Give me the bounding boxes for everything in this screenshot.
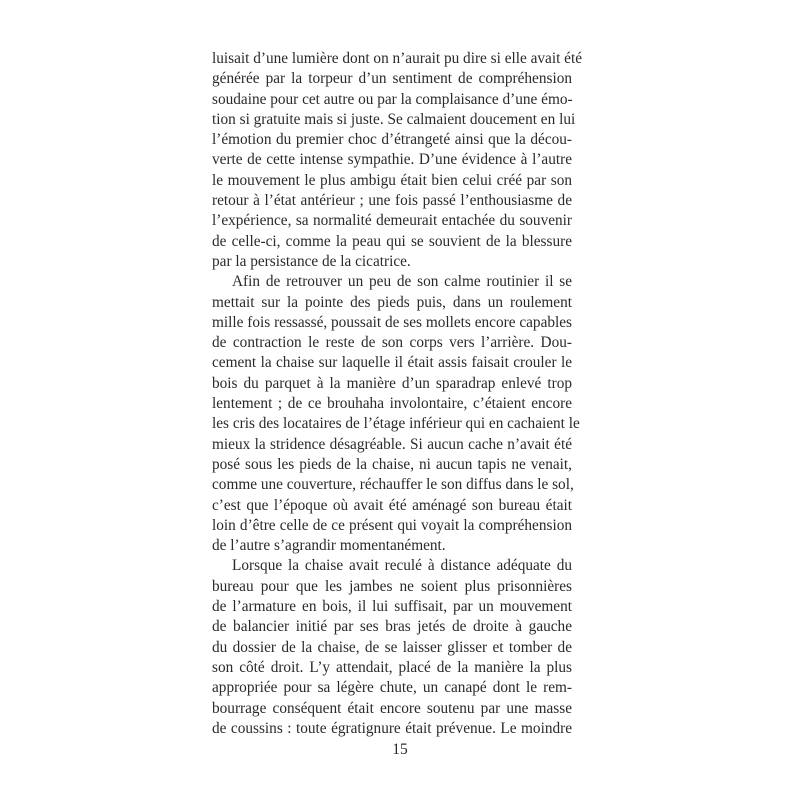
text-line: du dossier de la chaise, de se laisser glisser et tomber de xyxy=(212,638,572,656)
text-line: l’expérience, sa normalité demeurait entachée du souvenir xyxy=(212,212,572,230)
text-line: soudaine pour cet autre ou par la complaisance d’une émo- xyxy=(212,90,573,108)
text-line: Afin de retrouver un peu de son calme routinier il se xyxy=(232,273,572,291)
text-line: appropriée pour sa légère chute, un canapé dont le rem- xyxy=(212,679,572,697)
text-line: son côté droit. L’y attendait, placé de la manière la plus xyxy=(212,658,572,676)
text-line: les cris des locataires de l’étage inférieur qui en cachaient le xyxy=(212,415,580,433)
text-line: lentement ; de ce brouhaha involontaire, c’étaient encore xyxy=(212,395,572,413)
text-line: posé sous les pieds de la chaise, ni aucun tapis ne venait, xyxy=(212,455,572,473)
text-line: par la persistance de la cicatrice. xyxy=(212,252,411,270)
text-line: de coussins : toute égratignure était prévenue. Le moindre xyxy=(212,719,572,737)
paragraph xyxy=(212,49,582,272)
body-text xyxy=(212,49,582,739)
text-line: mieux la stridence désagréable. Si aucun cache n’avait été xyxy=(212,435,572,453)
paragraph xyxy=(212,272,580,556)
text-line: de l’armature en bois, il lui suffisait, par un mouvement xyxy=(212,598,572,616)
text-line: luisait d’une lumière dont on n’aurait pu dire si elle avait été xyxy=(212,50,582,67)
text-line: tion si gratuite mais si juste. Se calmaient doucement en lui xyxy=(212,110,576,128)
text-line: bourrage conséquent était encore soutenu par une masse xyxy=(212,699,572,717)
text-line: de balancier initié par ses bras jetés de droite à gauche xyxy=(212,618,572,636)
text-line: de contraction le reste de son corps vers l’arrière. Dou- xyxy=(212,334,572,352)
text-line: le mouvement le plus ambigu était bien celui créé par son xyxy=(212,171,572,189)
text-line: mille fois ressassé, poussait de ses mollets encore capables xyxy=(212,313,572,331)
text-line: retour à l’état antérieur ; une fois passé l’enthousiasme de xyxy=(212,192,572,210)
text-line: l’émotion du premier choc d’étrangeté ainsi que la décou- xyxy=(212,131,572,149)
text-line: verte de cette intense sympathie. D’une évidence à l’autre xyxy=(212,151,572,169)
text-line: cement la chaise sur laquelle il était assis faisait crouler le xyxy=(212,354,572,372)
text-line: bureau pour que les jambes ne soient plus prisonnières xyxy=(212,577,572,595)
text-line: Lorsque la chaise avait reculé à distance adéquate du xyxy=(232,557,572,575)
text-line: mettait sur la pointe des pieds puis, dans un roulement xyxy=(212,293,572,311)
text-line: c’est que l’époque où avait été aménagé son bureau était xyxy=(212,496,572,514)
text-line: de celle-ci, comme la peau qui se souvient de la blessure xyxy=(212,232,572,250)
paragraph xyxy=(212,556,572,739)
text-line: loin d’être celle de ce présent qui voyait la compréhension xyxy=(212,516,572,534)
text-line: générée par la torpeur d’un sentiment de compréhension xyxy=(212,70,572,88)
text-line: de l’autre s’agrandir momentanément. xyxy=(212,537,446,555)
page-number: 15 xyxy=(392,741,408,758)
text-line: bois du parquet à la manière d’un sparadrap enlevé trop xyxy=(212,374,572,392)
text-line: comme une couverture, réchauffer le son diffus dans le sol, xyxy=(212,476,574,494)
